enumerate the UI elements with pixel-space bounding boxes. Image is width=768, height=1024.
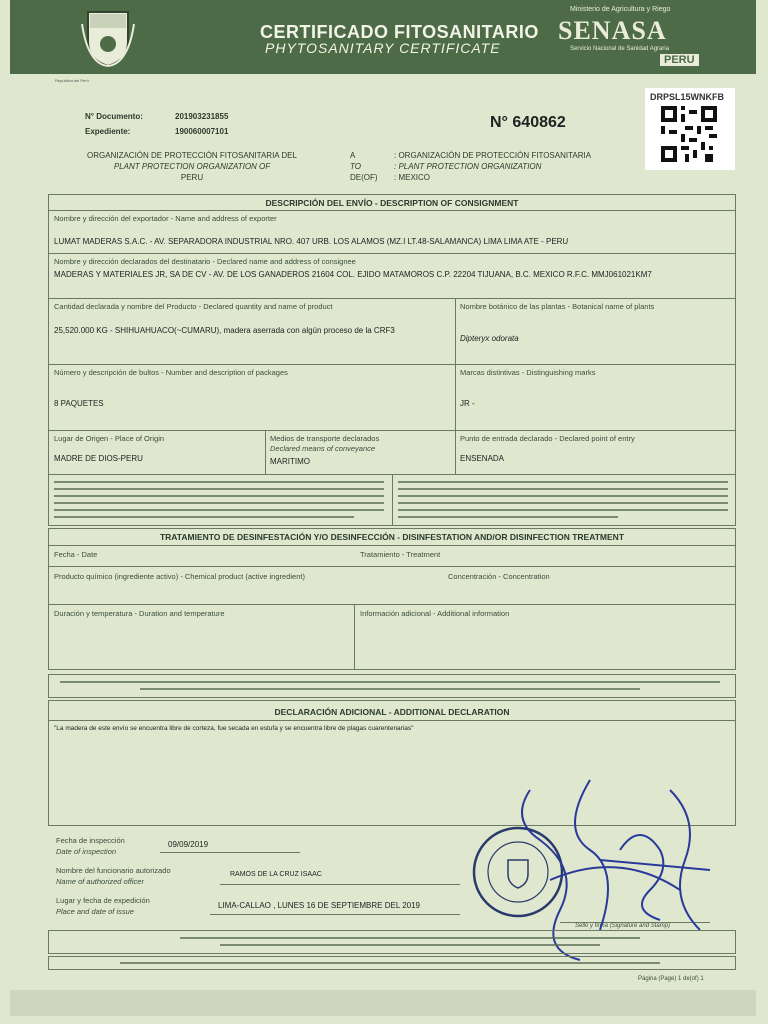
inspection-date-label: Fecha de inspección <box>56 836 125 845</box>
certification-text-en <box>398 478 732 522</box>
dest-org-en: : PLANT PROTECTION ORGANIZATION <box>394 162 542 171</box>
issue-place-value: LIMA-CALLAO , LUNES 16 DE SEPTIEMBRE DEL 2019 <box>218 901 421 910</box>
to-a-label: A <box>350 151 356 160</box>
quantity-label: Cantidad declarada y nombre del Producto - Declared quantity and name of product <box>54 302 333 311</box>
divider <box>48 720 736 721</box>
duration-label: Duración y temperatura - Duration and temperature <box>54 609 225 618</box>
signature-caption: Sello y firma (Signature and Stamp) <box>575 923 671 929</box>
issue-place-label-en: Place and date of issue <box>56 907 134 916</box>
packages-label: Número y descripción de bultos - Number and description of packages <box>54 368 288 377</box>
expediente-value: 190060007101 <box>175 127 229 136</box>
entry-value: ENSENADA <box>460 454 505 463</box>
transport-label-en: Declared means of conveyance <box>270 444 376 453</box>
consignee-label: Nombre y dirección declarados del destinatario - Declared name and address of consignee <box>54 257 356 266</box>
destination-org <box>350 150 710 183</box>
disclaimer-text <box>60 934 726 950</box>
dest-org-es: : ORGANIZACIÓN DE PROTECCIÓN FITOSANITARIA <box>394 151 592 160</box>
divider <box>48 430 736 431</box>
marks-label: Marcas distintivas - Distinguishing marks <box>460 368 596 377</box>
inspection-date-label-en: Date of inspection <box>56 847 117 856</box>
divider <box>48 210 736 211</box>
transport-value: MARITIMO <box>270 457 310 466</box>
consignee-value: MADERAS Y MATERIALES JR, SA DE CV - AV. DE LOS GANADEROS 21604 COL. EJIDO MATAMOROS C.P. 22204 TIJUANA, B.C. MEXICO R.F.C. MMJ061021KM7 <box>54 270 652 279</box>
quantity-value: 25,520.000 KG - SHIHUAHUACO(~CUMARU), madera aserrada con algún proceso de la CRF3 <box>54 326 395 335</box>
certificate-header <box>10 0 756 74</box>
officer-label-en: Name of authorized officer <box>56 877 144 886</box>
underline <box>210 914 460 915</box>
divider <box>354 604 355 670</box>
to-of-label: DE(OF) <box>350 173 378 182</box>
officer-value: RAMOS DE LA CRUZ ISAAC <box>230 871 322 878</box>
dest-country: : MEXICO <box>394 173 431 182</box>
origin-org-es: ORGANIZACIÓN DE PROTECCIÓN FITOSANITARIA DEL <box>87 151 297 160</box>
treatment-date-label: Fecha - Date <box>54 550 98 559</box>
certificate-subtitle: PHYTOSANITARY CERTIFICATE <box>265 40 501 56</box>
divider <box>265 430 266 474</box>
certificate-title: CERTIFICADO FITOSANITARIO <box>260 22 539 42</box>
origin-value: MADRE DE DIOS-PERU <box>54 454 143 463</box>
entry-label: Punto de entrada declarado - Declared point of entry <box>460 434 635 443</box>
additional-declaration-text: "La madera de este envío se encuentra libre de corteza, fue secada en estufa y se encuentra libre de plagas cuarentenarias" <box>54 725 414 732</box>
to-to-label: TO <box>350 162 361 171</box>
validity-text <box>60 958 726 968</box>
divider <box>48 298 736 299</box>
certificate-number: N° 640862 <box>490 114 566 131</box>
treatment-title: TRATAMIENTO DE DESINFESTACIÓN Y/O DESINFECCIÓN - DISINFESTATION AND/OR DISINFECTION TREATMENT <box>159 532 625 542</box>
divider <box>455 430 456 474</box>
inspection-date-value: 09/09/2019 <box>168 840 209 849</box>
peru-crest-icon <box>78 4 138 68</box>
divider <box>48 566 736 567</box>
divider <box>392 474 393 526</box>
origin-country: PERU <box>180 173 204 182</box>
additional-declaration-title: DECLARACIÓN ADICIONAL - ADDITIONAL DECLARATION <box>274 707 510 717</box>
qr-code-label: DRPSL15WNKFB <box>650 92 725 102</box>
country-badge: PERU <box>660 54 699 66</box>
consignment-title: DESCRIPCIÓN DEL ENVÍO - DESCRIPTION OF CONSIGNMENT <box>265 198 519 208</box>
marks-value: JR - <box>460 399 475 408</box>
senasa-full-name: Servicio Nacional de Sanidad Agraria <box>570 46 670 52</box>
divider <box>48 604 736 605</box>
divider <box>48 364 736 365</box>
transport-label: Medios de transporte declarados <box>270 434 380 443</box>
divider <box>48 545 736 546</box>
senasa-logo: SENASA <box>558 16 667 45</box>
botanical-value: Dipteryx odorata <box>460 334 519 343</box>
certification-text-es <box>54 478 388 522</box>
issue-place-label: Lugar y fecha de expedición <box>56 896 150 905</box>
origin-label: Lugar de Origen - Place of Origin <box>54 434 165 443</box>
origin-org-en: PLANT PROTECTION ORGANIZATION OF <box>113 162 271 171</box>
ministry-name: Ministerio de Agricultura y Riego <box>570 6 671 13</box>
underline <box>220 884 460 885</box>
divider <box>48 253 736 254</box>
crest-caption: República del Perú <box>55 78 89 83</box>
underline <box>160 852 300 853</box>
chemical-label: Producto químico (ingrediente activo) - Chemical product (active ingredient) <box>54 572 305 581</box>
officer-label: Nombre del funcionario autorizado <box>56 866 171 875</box>
additional-info-label: Información adicional - Additional information <box>360 609 510 618</box>
exporter-value: LUMAT MADERAS S.A.C. - AV. SEPARADORA INDUSTRIAL NRO. 407 URB. LOS ALAMOS (MZ.I LT.48-SALAMANCA) LIMA LIMA ATE - PERU <box>54 237 569 246</box>
doc-number-value: 201903231855 <box>175 112 229 121</box>
page-indicator: Página (Page) 1 de(of) 1 <box>638 976 704 982</box>
origin-org <box>52 150 332 183</box>
botanical-label: Nombre botánico de las plantas - Botanical name of plants <box>460 302 655 311</box>
legal-note-text <box>60 678 726 694</box>
treatment-type-label: Tratamiento - Treatment <box>360 550 441 559</box>
packages-value: 8 PAQUETES <box>54 399 104 408</box>
expediente-label: Expediente: <box>85 127 131 136</box>
doc-number-label: N° Documento: <box>85 112 143 121</box>
concentration-label: Concentración - Concentration <box>448 572 550 581</box>
bottom-band <box>10 990 756 1016</box>
divider <box>455 298 456 436</box>
exporter-label: Nombre y dirección del exportador - Name and address of exporter <box>54 214 277 223</box>
